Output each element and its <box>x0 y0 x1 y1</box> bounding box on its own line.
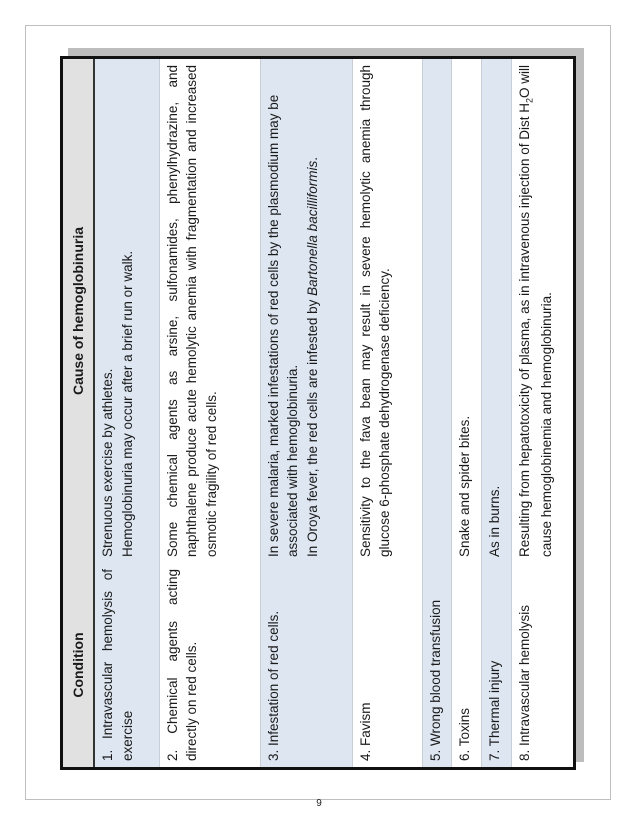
cause-cell <box>352 58 422 564</box>
cause-line: In severe malaria, marked infestations of red cells by the plasmodium may be associated with hemoglobinuria. <box>265 94 301 557</box>
table-header-row <box>62 58 95 769</box>
cause-cell <box>94 58 159 564</box>
header-condition: Condition <box>62 563 95 769</box>
cause-line: Snake and spider bites. <box>457 415 473 557</box>
table-row <box>260 58 352 769</box>
cause-cell <box>452 58 482 564</box>
table-row <box>352 58 422 769</box>
cause-cell <box>482 58 512 564</box>
condition-cell: 8. Intravascular hemolysis <box>512 563 575 769</box>
cause-cell <box>260 58 352 564</box>
table-row <box>482 58 512 769</box>
subscript: 2 <box>524 98 535 104</box>
condition-cell: 7. Thermal injury <box>482 563 512 769</box>
condition-cell: 3. Infestation of red cells. <box>260 563 352 769</box>
cause-text: In Oroya fever, the red cells are infested by <box>304 295 320 557</box>
cause-line-dist-water <box>515 65 556 557</box>
rotated-table-container <box>60 56 576 770</box>
header-cause: Cause of hemoglobinuria <box>62 58 95 564</box>
cause-line: Sensitivity to the fava bean may result in severe hemolytic anemia through glucose 6-phosphate dehydrogenase deficiency. <box>357 65 393 557</box>
cause-text: Resulting from hepatotoxicity of plasma, as in intravenous injection of Dist H <box>517 103 533 557</box>
cause-line: As in burns. <box>487 485 503 557</box>
condition-cell: 5. Wrong blood transfusion <box>422 563 452 769</box>
cause-line: Hemoglobinuria may occur after a brief run or walk. <box>119 250 135 557</box>
table-row <box>94 58 159 769</box>
condition-cell: 6. Toxins <box>452 563 482 769</box>
table-row <box>512 58 575 769</box>
condition-cell: 2. Chemical agents acting directly on red cells. <box>159 563 260 769</box>
organism-name: Bartonella bacilliformis <box>304 160 320 296</box>
cause-cell <box>422 58 452 564</box>
table-row <box>159 58 260 769</box>
cause-line: Strenuous exercise by athletes. <box>100 368 115 557</box>
cause-line: Some chemical agents as arsine, sulfonamides, phenylhydrazine, and naphthalene produce acute hemolytic anemia with fragmentation and increased osmotic fragility of red cells. <box>164 65 219 557</box>
condition-cell: 1. Intravascular hemolysis of exercise <box>94 563 159 769</box>
cause-text: . <box>304 157 320 161</box>
cause-text: O will cause hemoglobinemia and hemoglobinuria. <box>517 65 554 557</box>
condition-cell: 4. Favism <box>352 563 422 769</box>
table-row <box>452 58 482 769</box>
table-row <box>422 58 452 769</box>
hemoglobinuria-table <box>60 56 576 770</box>
cause-cell <box>512 58 575 564</box>
cause-line-oroya <box>303 65 323 557</box>
cause-cell <box>159 58 260 564</box>
page-number: 9 <box>316 798 322 809</box>
